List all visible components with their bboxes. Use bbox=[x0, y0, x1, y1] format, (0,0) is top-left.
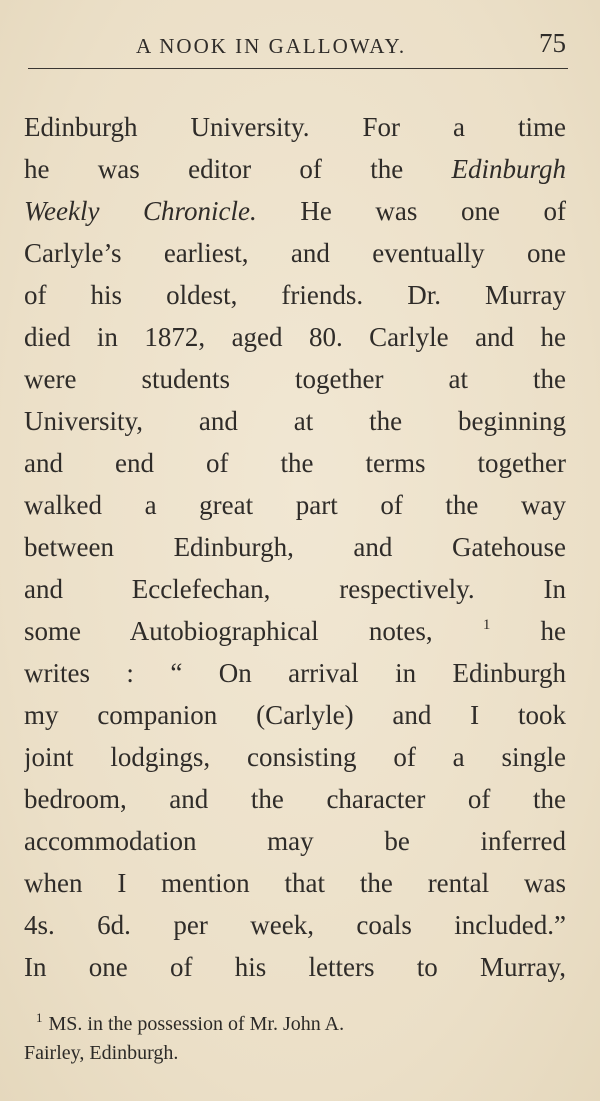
footnote bbox=[24, 1010, 544, 1068]
footnote-marker: 1 bbox=[36, 1010, 43, 1025]
text-line: accommodation may be inferred bbox=[24, 826, 566, 856]
text-line bbox=[24, 148, 566, 190]
page-number: 75 bbox=[539, 28, 566, 58]
text-line: Carlyle’s earliest, and eventually one bbox=[24, 238, 566, 268]
text-line: University, and at the beginning bbox=[24, 406, 566, 436]
text-line: and Ecclefechan, respectively. In bbox=[24, 574, 566, 604]
text-line: bedroom, and the character of the bbox=[24, 784, 566, 814]
text-line: joint lodgings, consisting of a single bbox=[24, 742, 566, 772]
text-line: died in 1872, aged 80. Carlyle and he bbox=[24, 322, 566, 352]
footnote-line bbox=[24, 1010, 544, 1039]
running-head bbox=[28, 28, 568, 69]
text-line: between Edinburgh, and Gatehouse bbox=[24, 532, 566, 562]
text-line: of his oldest, friends. Dr. Murray bbox=[24, 280, 566, 310]
text-line bbox=[24, 190, 566, 232]
footnote-reference: 1 bbox=[482, 617, 491, 633]
text-line: Edinburgh University. For a time bbox=[24, 112, 566, 142]
text-line: were students together at the bbox=[24, 364, 566, 394]
text-line: my companion (Carlyle) and I took bbox=[24, 700, 566, 730]
italic-title: Edinburgh bbox=[451, 154, 566, 184]
text-span: he was editor of the bbox=[24, 154, 452, 184]
text-span: He was one of bbox=[256, 196, 566, 226]
text-line: walked a great part of the way bbox=[24, 490, 566, 520]
footnote-text: MS. in the possession of Mr. John A. bbox=[48, 1013, 345, 1035]
text-line: and end of the terms together bbox=[24, 448, 566, 478]
text-line: writes : “ On arrival in Edinburgh bbox=[24, 658, 566, 688]
text-line bbox=[24, 610, 566, 652]
text-span: he bbox=[490, 616, 566, 646]
italic-title: Weekly Chronicle. bbox=[24, 196, 257, 226]
text-line: In one of his letters to Murray, bbox=[24, 952, 566, 982]
footnote-line: Fairley, Edinburgh. bbox=[24, 1042, 179, 1064]
body-text bbox=[24, 106, 566, 988]
text-line: 4s. 6d. per week, coals included.” bbox=[24, 910, 566, 940]
text-line: when I mention that the rental was bbox=[24, 868, 566, 898]
text-span: some Autobiographical notes, bbox=[24, 616, 483, 646]
running-title: A NOOK IN GALLOWAY. bbox=[136, 34, 407, 58]
